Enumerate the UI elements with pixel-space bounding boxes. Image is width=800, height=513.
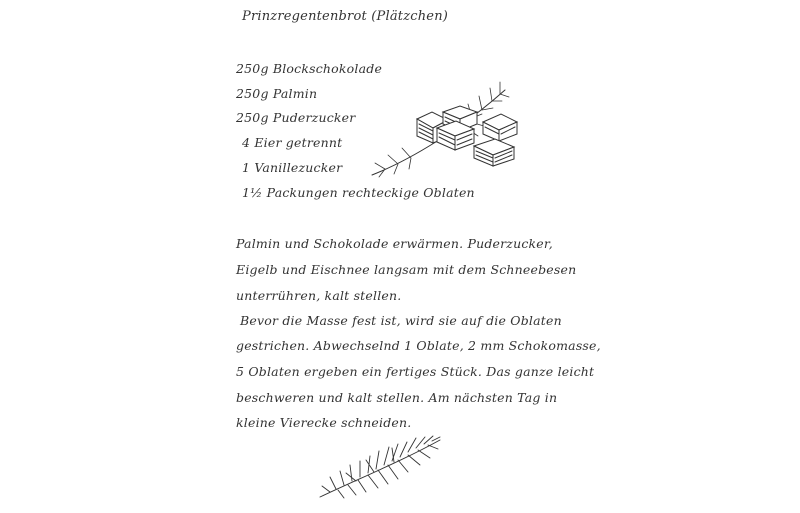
ingredient-item: 4 Eier getrennt bbox=[242, 135, 343, 150]
ingredient-item: 250g Palmin bbox=[236, 86, 318, 101]
instruction-line: gestrichen. Abwechselnd 1 Oblate, 2 mm Schokomasse, bbox=[236, 338, 601, 353]
recipe-title: Prinzregentenbrot (Plätzchen) bbox=[242, 9, 449, 24]
instruction-line: 5 Oblaten ergeben ein fertiges Stück. Das ganze leicht bbox=[236, 364, 595, 379]
ingredient-item: 250g Puderzucker bbox=[236, 110, 356, 125]
ingredient-item: 1 Vanillezucker bbox=[242, 160, 343, 175]
instruction-line: Palmin und Schokolade erwärmen. Puderzucker, bbox=[236, 236, 553, 251]
ingredient-item: 250g Blockschokolade bbox=[236, 61, 383, 76]
instruction-line: kleine Vierecke schneiden. bbox=[236, 415, 412, 430]
instruction-line: Bevor die Masse fest ist, wird sie auf die Oblaten bbox=[240, 313, 562, 328]
ingredient-item: 1½ Packungen rechteckige Oblaten bbox=[242, 185, 475, 200]
instruction-line: Eigelb und Eischnee langsam mit dem Schneebesen bbox=[236, 262, 577, 277]
instruction-line: unterrühren, kalt stellen. bbox=[236, 288, 402, 303]
instruction-line: beschweren und kalt stellen. Am nächsten Tag in bbox=[236, 390, 558, 405]
